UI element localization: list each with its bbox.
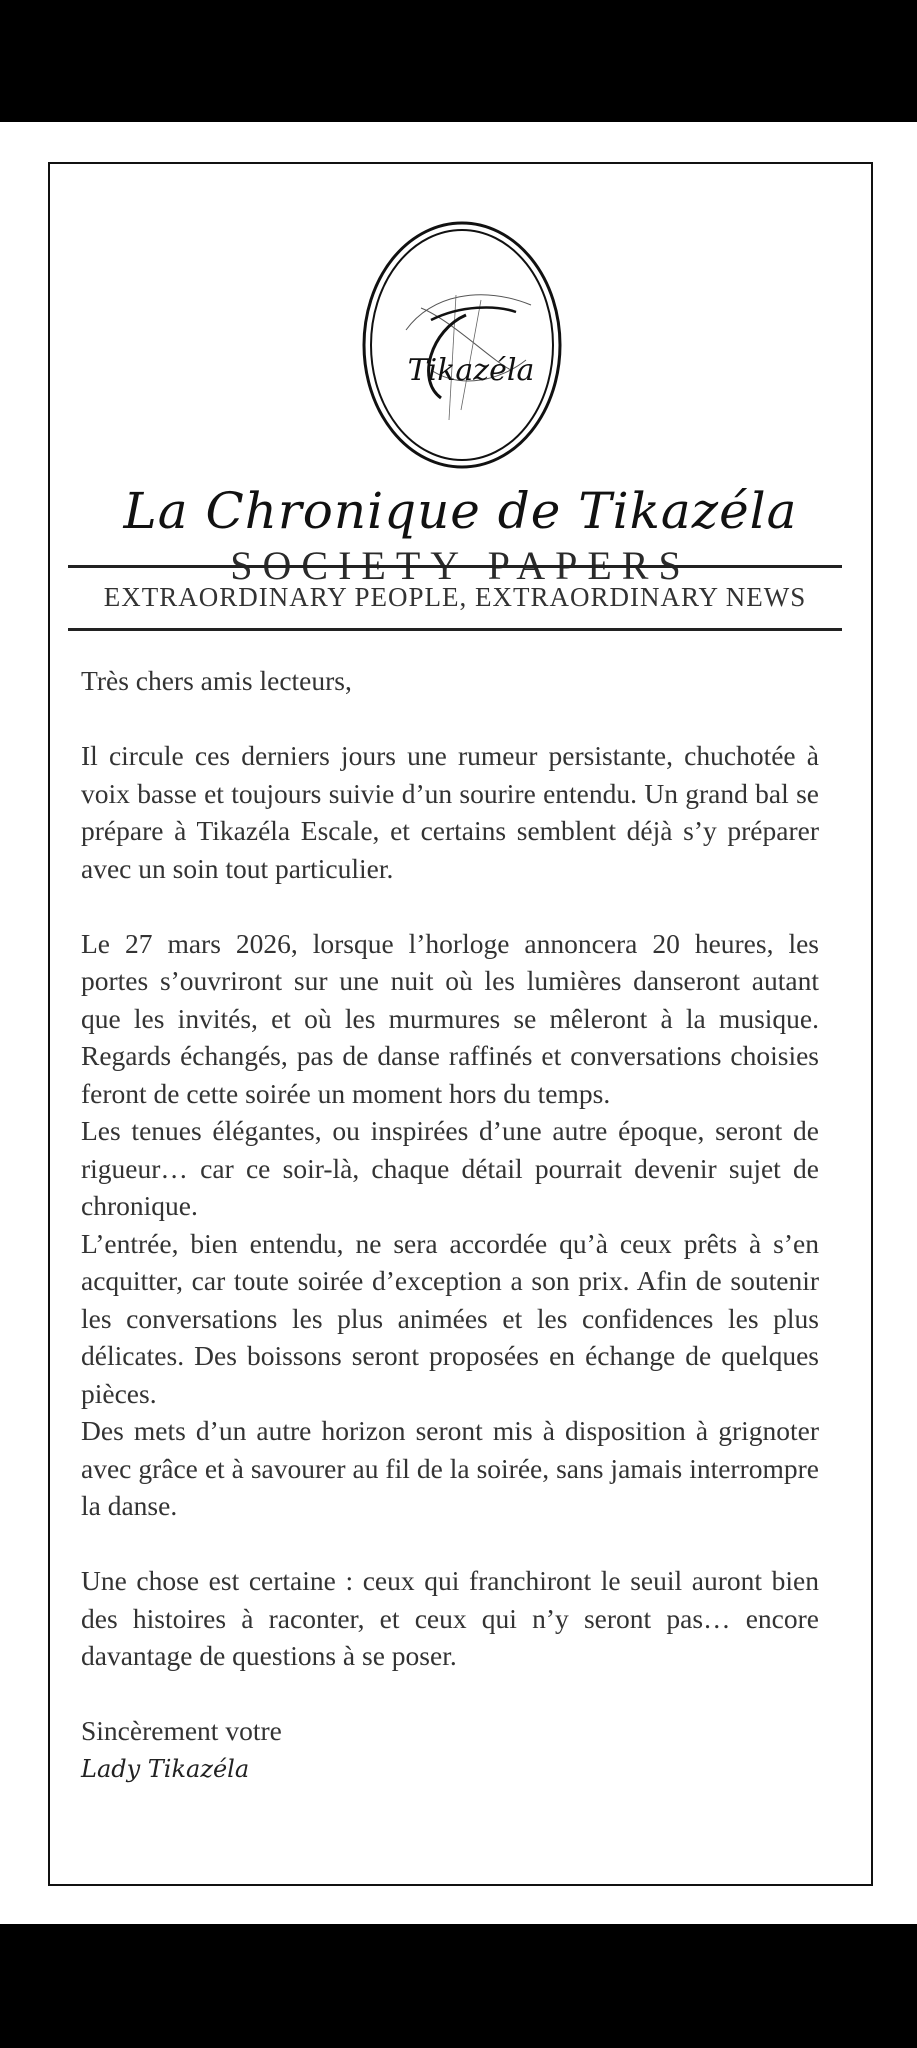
letter-body — [81, 662, 819, 1788]
paragraph-entry: L’entrée, bien entendu, ne sera accordée qu’à ceux prêts à s’en acquitter, car toute soirée d’exception a son prix. Afin de soutenir les conversations les plus animées et les confidences les plus délicates. Des boissons seront proposées en échange de quelques pièces. — [81, 1227, 819, 1409]
top-divider — [68, 565, 842, 568]
bottom-divider — [68, 628, 842, 631]
paragraph-date: Le 27 mars 2026, lorsque l’horloge annoncera 20 heures, les portes s’ouvriront sur une nuit où les lumières danseront autant que les invités, et où les murmures se mêleront à la musique. Regards échangés, pas de danse raffinés et conversations choisies feront de cette soirée un moment hors du temps. — [81, 927, 819, 1109]
closing: Sincèrement votre — [81, 1715, 282, 1746]
masthead-subtitle: SOCIETY PAPERS — [230, 543, 691, 588]
signature: Lady Tikazéla — [81, 1754, 250, 1783]
svg-text:Tikazéla: Tikazéla — [407, 353, 535, 388]
masthead-title: La Chronique de Tikazéla — [123, 482, 798, 540]
greeting: Très chers amis lecteurs, — [81, 665, 352, 696]
paragraph-conclusion: Une chose est certaine : ceux qui franchiront le seuil auront bien des histoires à raconter, et ceux qui n’y seront pas… encore davantage de questions à se poser. — [81, 1565, 819, 1671]
paragraph-rumour: Il circule ces derniers jours une rumeur persistante, chuchotée à voix basse et toujours suivie d’un sourire entendu. Un grand bal se prépare à Tikazéla Escale, et certains semblent déjà s’y préparer avec un soin tout particulier. — [81, 740, 819, 884]
newsletter-frame — [48, 162, 873, 1886]
paragraph-food: Des mets d’un autre horizon seront mis à disposition à grignoter avec grâce et à savourer au fil de la soirée, sans jamais interrompre la danse. — [81, 1415, 819, 1521]
tagline: EXTRAORDINARY PEOPLE, EXTRAORDINARY NEWS — [103, 582, 807, 612]
tikazela-logo — [361, 220, 563, 470]
paragraph-dress-code: Les tenues élégantes, ou inspirées d’une autre époque, seront de rigueur… car ce soir-là, chaque détail pourrait devenir sujet de chronique. — [81, 1115, 819, 1221]
newsletter-page — [0, 122, 917, 1924]
